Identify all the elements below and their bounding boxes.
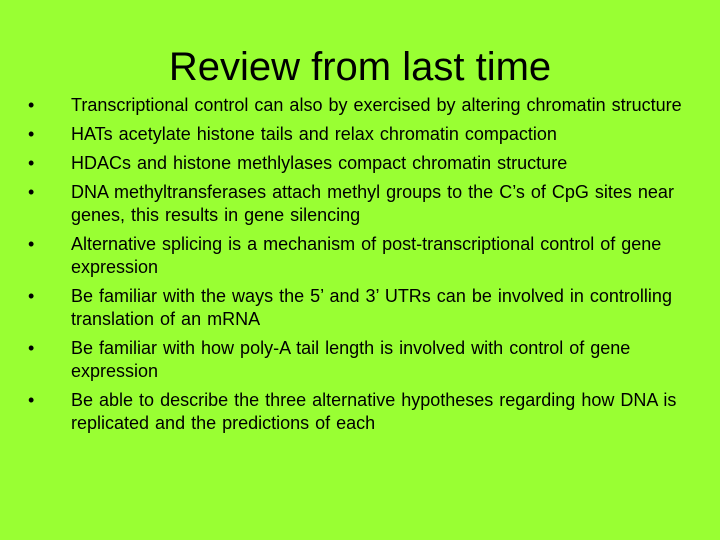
bullet-icon: • (28, 390, 35, 410)
bullet-icon: • (28, 95, 35, 115)
list-item (24, 233, 684, 279)
list-item (24, 337, 684, 383)
list-item (24, 389, 684, 435)
bullet-text: DNA methyltransferases attach methyl groups to the C’s of CpG sites near genes, this results in gene silencing (71, 182, 674, 225)
slide-title: Review from last time (168, 45, 552, 89)
bullet-text: Alternative splicing is a mechanism of post-transcriptional control of gene expression (71, 234, 662, 277)
bullet-text: Be familiar with how poly-A tail length is involved with control of gene expression (71, 338, 631, 381)
bullet-icon: • (28, 286, 35, 306)
bullet-text: Be able to describe the three alternative hypotheses regarding how DNA is replicated and the predictions of each (71, 390, 677, 433)
list-item (24, 94, 684, 117)
bullet-icon: • (28, 182, 35, 202)
bullet-icon: • (28, 234, 35, 254)
list-item (24, 152, 684, 175)
bullet-icon: • (28, 338, 35, 358)
list-item (24, 285, 684, 331)
bullet-text: HDACs and histone methlylases compact chromatin structure (71, 153, 568, 173)
bullet-icon: • (28, 153, 35, 173)
bullet-text: Transcriptional control can also by exercised by altering chromatin structure (71, 95, 682, 115)
bullet-list (24, 94, 684, 441)
bullet-icon: • (28, 124, 35, 144)
list-item (24, 181, 684, 227)
bullet-text: Be familiar with the ways the 5’ and 3’ UTRs can be involved in controlling translation of an mRNA (71, 286, 672, 329)
bullet-text: HATs acetylate histone tails and relax chromatin compaction (71, 124, 557, 144)
list-item (24, 123, 684, 146)
